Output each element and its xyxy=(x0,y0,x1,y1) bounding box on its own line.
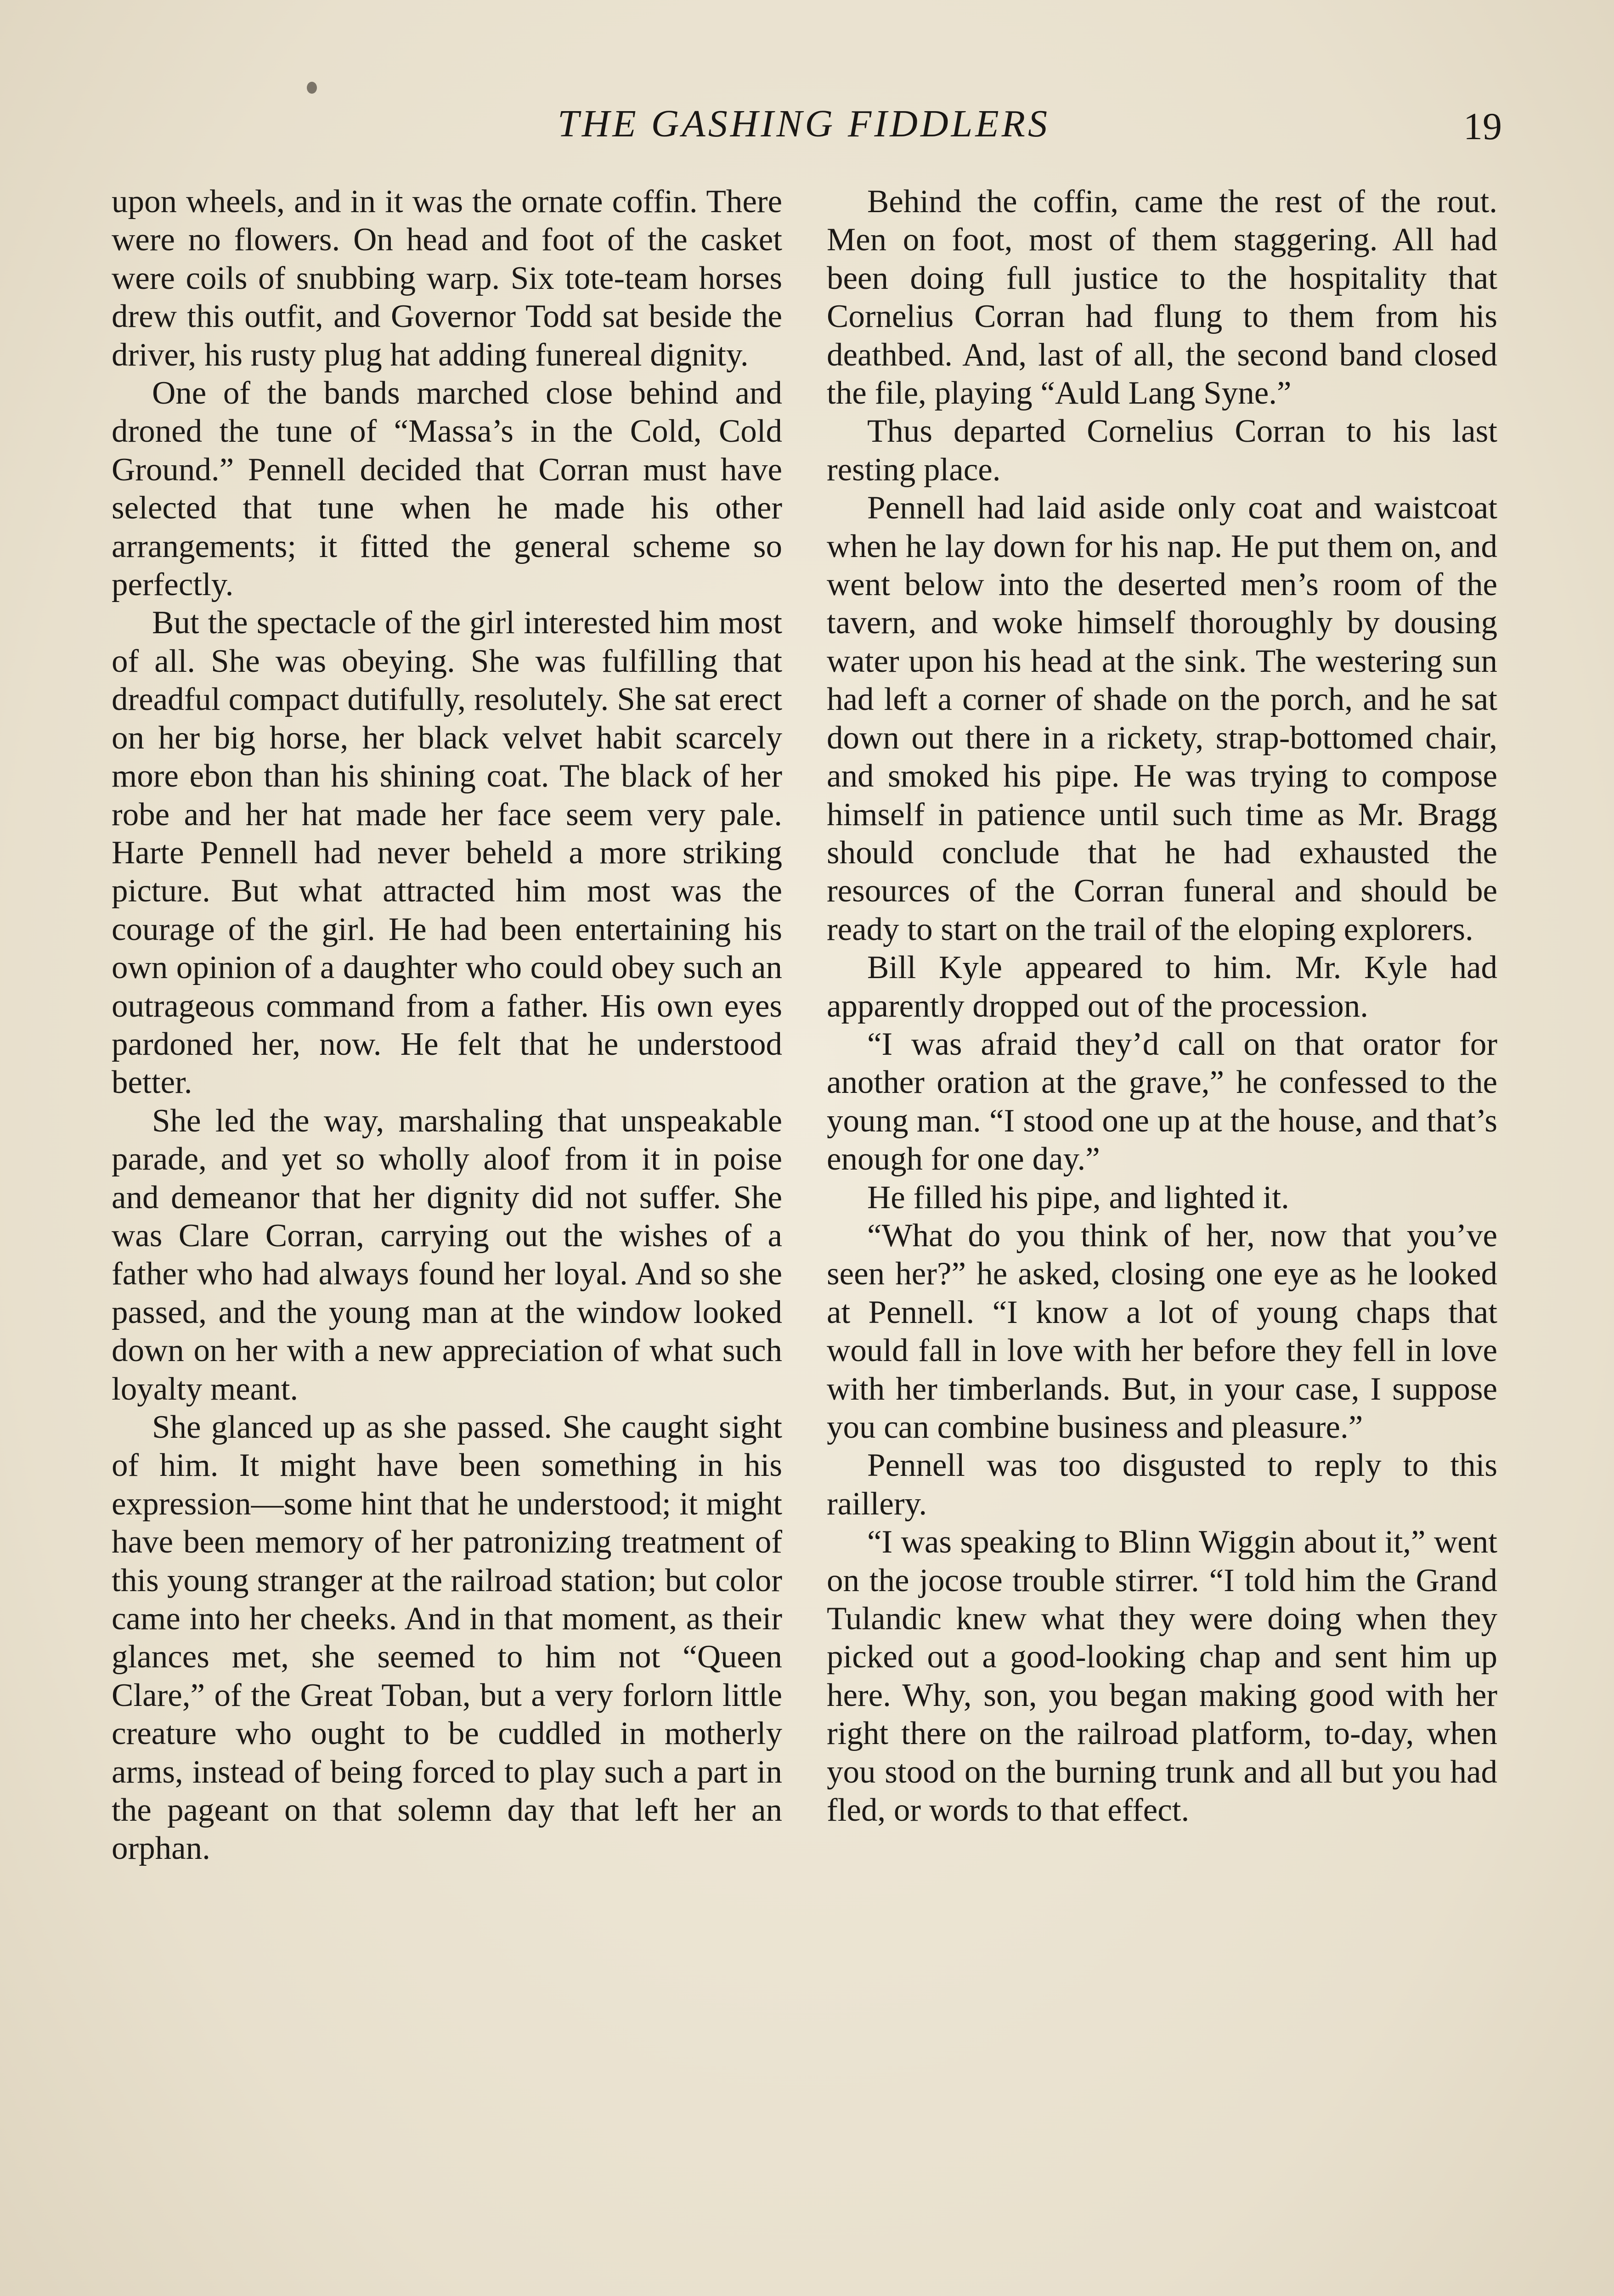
paragraph: One of the bands marched close behind and droned the tune of “Massa’s in the Cold, Cold Ground.” Pennell decided that Corran must have selected that tune when he made his other arrangements; it fitted the general scheme so perfectly. xyxy=(112,375,782,603)
paragraph: “What do you think of her, now that you’ve seen her?” he asked, closing one eye as he looked at Pennell. “I know a lot of young chaps that would fall in love with her before they fell in love with her timberlands. But, in your case, I suppose you can combine business and pleasure.” xyxy=(827,1217,1497,1445)
paragraph: He filled his pipe, and lighted it. xyxy=(867,1179,1289,1216)
paragraph: “I was speaking to Blinn Wiggin about it,” went on the jocose trouble stirrer. “I told him the Grand Tulandic knew what they were doing when they picked out a good-looking chap and sent him up here. Why, son, you began making good with her right there on the railroad platform, to-day, when you stood on the burning trunk and all but you had fled, or words to that effect. xyxy=(827,1524,1497,1829)
paragraph: But the spectacle of the girl interested him most of all. She was obeying. She was fulfilling that dreadful compact dutifully, resolutely. She sat erect on her big horse, her black velvet habit scarcely more ebon than his shining coat. The black of her robe and her hat made her face seem very pale. Harte Pennell had never beheld a more striking picture. But what attracted him most was the courage of the girl. He had been entertaining his own opinion of a daughter who could obey such an outrageous command from a father. His own eyes pardoned her, now. He felt that he understood better. xyxy=(112,605,782,1101)
paragraph: “I was afraid they’d call on that orator for another oration at the grave,” he confessed to the young man. “I stood one up at the house, and that’s enough for one day.” xyxy=(827,1026,1497,1177)
paragraph: She glanced up as she passed. She caught sight of him. It might have been something in his expression—some hint that he understood; it might have been memory of her patronizing treatment of this young stranger at the railroad station; but color came into her cheeks. And in that moment, as their glances met, she seemed to him not “Queen Clare,” of the Great Toban, but a very forlorn little creature who ought to be cuddled in motherly arms, instead of being forced to play such a part in the pageant on that solemn day that left her an orphan. xyxy=(112,1409,782,1867)
paragraph: Behind the coffin, came the rest of the rout. Men on foot, most of them staggering. All had been doing full justice to the hospitality that Cornelius Corran had flung to them from his deathbed. And, last of all, the second band closed the file, playing “Auld Lang Syne.” xyxy=(827,184,1497,411)
paragraph: Pennell had laid aside only coat and waistcoat when he lay down for his nap. He put them on, and went below into the deserted men’s room of the tavern, and woke himself thoroughly by dousing water upon his head at the sink. The westering sun had left a corner of shade on the porch, and he sat down out there in a rickety, strap-bottomed chair, and smoked his pipe. He was trying to compose himself in patience until such time as Mr. Bragg should conclude that he had exhausted the resources of the Corran funeral and should be ready to start on the trail of the eloping explorers. xyxy=(827,490,1497,947)
page-header xyxy=(106,99,1502,149)
page-number: 19 xyxy=(1463,105,1502,148)
paragraph: upon wheels, and in it was the ornate coffin. There were no flowers. On head and foot of the casket were coils of snubbing warp. Six tote-team horses drew this outfit, and Governor Todd sat beside the driver, his rusty plug hat adding funereal dignity. xyxy=(112,184,782,373)
paragraph: Bill Kyle appeared to him. Mr. Kyle had apparently dropped out of the procession. xyxy=(827,950,1497,1024)
ink-speck xyxy=(307,82,317,94)
left-column xyxy=(112,183,782,1868)
paragraph: She led the way, marshaling that unspeakable parade, and yet so wholly aloof from it in poise and demeanor that her dignity did not suffer. She was Clare Corran, carrying out the wishes of a father who had always found her loyal. And so she passed, and the young man at the window looked down on her with a new appreciation of what such loyalty meant. xyxy=(112,1103,782,1407)
paragraph: Thus departed Cornelius Corran to his last resting place. xyxy=(827,413,1497,488)
right-column xyxy=(827,183,1497,1829)
running-title: THE GASHING FIDDLERS xyxy=(558,102,1050,145)
paragraph: Pennell was too disgusted to reply to this raillery. xyxy=(827,1447,1497,1522)
